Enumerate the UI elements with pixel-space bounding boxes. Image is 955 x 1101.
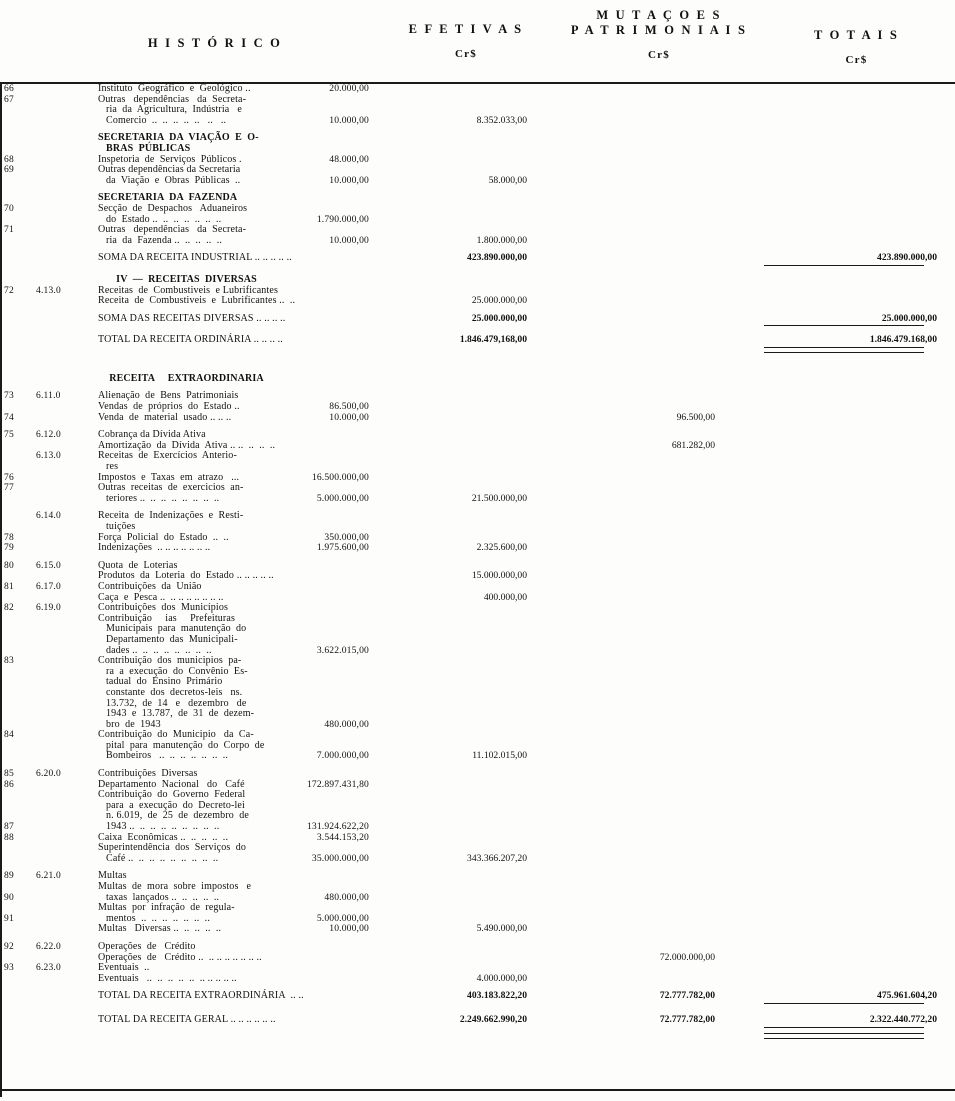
- table-row: [0, 924, 955, 935]
- row-spacer: [0, 360, 955, 367]
- row-description: RECEITA EXTRAORDINARIA: [109, 372, 264, 384]
- row-mutacoes-value: 681.282,00: [671, 439, 715, 451]
- row-mutacoes-value: 72.000.000,00: [659, 951, 715, 963]
- row-efetivas-value: 8.352.033,00: [476, 114, 527, 126]
- row-totais-value: 475.961.604,20: [877, 990, 937, 1002]
- row-description: Eventuais .. .. .. .. .. .. .. .. .. ..: [98, 972, 237, 984]
- row-description: Comercio .. .. .. .. .. .. ..: [106, 114, 227, 126]
- table-row: [0, 522, 955, 533]
- row-description: Contribuições Diversas: [98, 768, 198, 780]
- row-number: 80: [4, 560, 15, 571]
- row-description: Receita de Combustiveis e Lubrificantes .. ..: [98, 295, 296, 307]
- table-row: [0, 253, 955, 264]
- row-number: 70: [4, 203, 15, 214]
- row-number: 75: [4, 430, 15, 441]
- row-code: 4.13.0: [36, 285, 61, 296]
- row-description: pital para manutenção do Corpo de: [106, 739, 265, 751]
- row-code: 6.13.0: [36, 451, 61, 462]
- header-efetivas: [372, 22, 560, 60]
- row-detail-value: 10.000,00: [329, 174, 369, 186]
- row-efetivas-value: 21.500.000,00: [471, 492, 527, 504]
- row-detail-value: 1.790.000,00: [316, 213, 369, 225]
- row-number: 81: [4, 581, 15, 592]
- row-detail-value: 10.000,00: [329, 234, 369, 246]
- row-description: Multas por infração de regula-: [98, 902, 235, 914]
- row-efetivas-value: 4.000.000,00: [476, 972, 527, 984]
- row-code: 6.20.0: [36, 769, 61, 780]
- row-description: da Viação e Obras Públicas ..: [106, 174, 241, 186]
- row-description: n. 6.019, de 25 de dezembro de: [106, 810, 249, 822]
- row-number: 78: [4, 532, 15, 543]
- table-row: [0, 176, 955, 187]
- row-efetivas-value: 1.846.479,168,00: [459, 334, 527, 346]
- ledger-rows: [0, 84, 955, 1097]
- efetivas-total-rule: [764, 347, 924, 353]
- row-totais-value: 25.000.000,00: [881, 312, 937, 324]
- row-description: Receita de Indenizações e Resti-: [98, 510, 244, 522]
- row-description: Contribuição do Governo Federal: [98, 789, 246, 801]
- row-description: do Estado .. .. .. .. .. .. ..: [106, 213, 222, 225]
- table-row: [0, 335, 955, 346]
- row-description: Municipais para manutenção do: [106, 623, 247, 635]
- row-detail-value: 131.924.622,20: [306, 821, 369, 833]
- table-row: [0, 635, 955, 646]
- row-efetivas-value: 11.102.015,00: [472, 750, 527, 762]
- table-row: [0, 582, 955, 593]
- row-mutacoes-value: 96.500,00: [676, 411, 715, 423]
- row-description: ra a execução do Convênio Es-: [106, 665, 248, 677]
- table-row: [0, 688, 955, 699]
- row-efetivas-value: 2.325.600,00: [476, 542, 527, 554]
- row-description: TOTAL DA RECEITA ORDINÁRIA .. .. .. ..: [98, 334, 283, 346]
- table-row: [0, 751, 955, 762]
- row-description: Contribuição ias Prefeituras: [98, 612, 236, 624]
- row-description: Departamento Nacional do Café: [98, 778, 245, 790]
- row-mutacoes-value: 72.777.782,00: [659, 1013, 715, 1025]
- row-description: Caixa Econômicas .. .. .. .. ..: [98, 831, 229, 843]
- row-detail-value: 20.000,00: [329, 83, 369, 94]
- row-description: Inspetoria de Serviços Públicos .: [98, 153, 242, 165]
- table-body: [0, 84, 955, 1097]
- row-number: 67: [4, 94, 15, 105]
- header-historico: H I S T Ó R I C O: [147, 36, 283, 50]
- row-description: SECRETARIA DA VIAÇÃO E O-: [98, 132, 259, 144]
- row-efetivas-value: 400.000,00: [483, 591, 527, 603]
- row-number: 79: [4, 543, 15, 554]
- row-efetivas-value: 403.183.822,20: [467, 990, 527, 1002]
- row-description: Contribuição do Municipio da Ca-: [98, 729, 254, 741]
- row-detail-value: 172.897.431,80: [306, 778, 369, 790]
- row-detail-value: 350.000,00: [324, 531, 369, 543]
- header-totais: [758, 28, 955, 66]
- row-description: Superintendência dos Serviços do: [98, 842, 246, 854]
- row-description: Contribuições da União: [98, 580, 202, 592]
- row-detail-value: 10.000,00: [329, 114, 369, 126]
- row-description: dades .. .. .. .. .. .. .. ..: [106, 644, 212, 656]
- row-code: 6.19.0: [36, 603, 61, 614]
- row-description: constante dos decretos-leis ns.: [106, 686, 243, 698]
- row-number: 83: [4, 656, 15, 667]
- row-number: 86: [4, 779, 15, 790]
- row-number: 92: [4, 941, 15, 952]
- row-description: tadual do Ensino Primário: [106, 676, 223, 688]
- row-description: Multas Diversas .. .. .. .. ..: [98, 923, 222, 935]
- row-description: ria da Agricultura, Indústria e: [106, 104, 242, 116]
- row-description: tuições: [106, 521, 136, 532]
- row-number: 71: [4, 225, 15, 236]
- row-code: 6.11.0: [36, 391, 61, 402]
- row-description: Cobrança da Dívida Ativa: [98, 429, 206, 441]
- row-code: 6.12.0: [36, 430, 61, 441]
- row-number: 68: [4, 154, 15, 165]
- table-row: [0, 1015, 955, 1026]
- row-number: 73: [4, 391, 15, 402]
- row-description: Outras receitas de exercicios an-: [98, 482, 244, 494]
- row-description: Venda de material usado .. .. ..: [98, 411, 232, 423]
- row-description: Impostos e Taxas em atrazo ...: [98, 471, 240, 483]
- row-description: Multas: [98, 870, 127, 882]
- row-efetivas-value: 25.000.000,00: [471, 295, 527, 307]
- row-code: 6.22.0: [36, 941, 61, 952]
- row-description: Contribuições dos Municípios: [98, 602, 229, 614]
- row-number: 66: [4, 84, 15, 94]
- table-row: [0, 413, 955, 424]
- table-row: [0, 374, 955, 385]
- row-description: Indenizações .. .. .. .. .. .. ..: [98, 542, 211, 554]
- row-description: Operações de Crédito: [98, 940, 196, 952]
- row-detail-value: 10.000,00: [329, 923, 369, 935]
- row-description: mentos .. .. .. .. .. .. ..: [106, 912, 210, 924]
- row-totais-value: 2.322.440.772,20: [869, 1013, 937, 1025]
- row-detail-value: 10.000,00: [329, 411, 369, 423]
- row-description: Secção de Despachos Aduaneiros: [98, 202, 248, 214]
- row-description: 1943 e 13.787, de 31 de dezem-: [106, 708, 255, 720]
- table-row: [0, 974, 955, 985]
- row-description: 1943 .. .. .. .. .. .. .. .. ..: [106, 821, 220, 833]
- table-header: [0, 0, 955, 84]
- row-number: 85: [4, 769, 15, 780]
- table-row: [0, 991, 955, 1002]
- row-detail-value: 3.622.015,00: [316, 644, 369, 656]
- row-number: 89: [4, 871, 15, 882]
- row-description: Vendas de próprios do Estado ..: [98, 401, 240, 413]
- row-description: Eventuais ..: [98, 962, 150, 974]
- row-efetivas-value: 1.800.000,00: [476, 234, 527, 246]
- row-description: bro de 1943: [106, 718, 161, 730]
- row-description: Bombeiros .. .. .. .. .. .. ..: [106, 750, 229, 762]
- row-number: 84: [4, 730, 15, 741]
- row-detail-value: 480.000,00: [324, 891, 369, 903]
- row-number: 82: [4, 603, 15, 614]
- row-number: 90: [4, 892, 15, 903]
- table-row: [0, 451, 955, 462]
- row-description: TOTAL DA RECEITA EXTRAORDINÁRIA .. ..: [98, 990, 304, 1002]
- row-number: 88: [4, 832, 15, 843]
- row-number: 76: [4, 472, 15, 483]
- row-code: 6.15.0: [36, 560, 61, 571]
- table-row: [0, 296, 955, 307]
- row-efetivas-value: 5.490.000,00: [476, 923, 527, 935]
- row-detail-value: 5.000.000,00: [316, 912, 369, 924]
- row-efetivas-value: 58.000,00: [488, 174, 527, 186]
- table-row: [0, 511, 955, 522]
- row-number: 77: [4, 483, 15, 494]
- table-row: [0, 116, 955, 127]
- header-efetivas-label: E F E T I V A S: [408, 22, 524, 36]
- row-number: 93: [4, 963, 15, 974]
- efetivas-total-rule: [764, 265, 924, 266]
- row-detail-value: 35.000.000,00: [311, 852, 369, 864]
- row-detail-value: 3.544.153,20: [316, 831, 369, 843]
- row-description: Força Policial do Estado .. ..: [98, 531, 229, 543]
- row-description: Multas de mora sobre impostos e: [98, 881, 252, 892]
- row-description: Contribuição dos municipios pa-: [98, 655, 242, 667]
- row-description: res: [106, 461, 119, 473]
- row-description: Outras dependências da Secretaria: [98, 164, 241, 176]
- row-code: 6.17.0: [36, 581, 61, 592]
- efetivas-grand-total-rule: [764, 1033, 924, 1039]
- row-efetivas-value: 2.249.662.990,20: [459, 1013, 527, 1025]
- row-efetivas-value: 423.890.000,00: [467, 252, 527, 264]
- row-description: Produtos da Loteria do Estado .. .. .. .. ..: [98, 570, 274, 582]
- row-description: SOMA DAS RECEITAS DIVERSAS .. .. .. ..: [98, 312, 286, 324]
- row-description: teriores .. .. .. .. .. .. .. ..: [106, 492, 220, 504]
- table-row: [0, 275, 955, 286]
- efetivas-total-rule: [764, 325, 924, 326]
- row-detail-value: 480.000,00: [324, 718, 369, 730]
- row-code: 6.14.0: [36, 511, 61, 522]
- row-detail-value: 48.000,00: [329, 153, 369, 165]
- row-description: Operações de Crédito .. .. .. .. .. .. .. ..: [98, 951, 262, 963]
- row-code: 6.23.0: [36, 963, 61, 974]
- header-efetivas-currency: Cr$: [455, 48, 477, 60]
- row-description: IV — RECEITAS DIVERSAS: [116, 273, 257, 285]
- efetivas-total-rule: [764, 1003, 924, 1004]
- header-mutacoes-line2: P A T R I M O N I A I S: [570, 23, 748, 37]
- row-number: 74: [4, 412, 15, 423]
- row-description: Receitas de Exercícios Anterio-: [98, 450, 237, 462]
- row-number: 91: [4, 913, 15, 924]
- header-totais-label: T O T A I S: [813, 28, 899, 42]
- efetivas-total-rule: [764, 1027, 924, 1028]
- row-description: Outras dependências da Secreta-: [98, 93, 247, 105]
- row-detail-value: 16.500.000,00: [311, 471, 369, 483]
- row-totais-value: 423.890.000,00: [877, 252, 937, 264]
- row-code: 6.21.0: [36, 871, 61, 882]
- row-description: 13.732, de 14 e dezembro de: [106, 697, 247, 709]
- bottom-border: [0, 1089, 955, 1091]
- row-detail-value: 7.000.000,00: [316, 750, 369, 762]
- row-efetivas-value: 25.000.000,00: [471, 312, 527, 324]
- row-description: Café .. .. .. .. .. .. .. .. ..: [106, 852, 219, 864]
- row-detail-value: 86.500,00: [329, 401, 369, 413]
- row-number: 87: [4, 822, 15, 833]
- row-description: Alienação de Bens Patrimoniais: [98, 390, 239, 402]
- header-mutacoes-currency: Cr$: [648, 49, 670, 61]
- table-row: [0, 854, 955, 865]
- row-totais-value: 1.846.479.168,00: [869, 334, 937, 346]
- row-description: para a execução do Decreto-lei: [106, 799, 245, 811]
- row-description: ria da Fazenda .. .. .. .. ..: [106, 234, 223, 246]
- row-description: SECRETARIA DA FAZENDA: [98, 192, 238, 204]
- row-efetivas-value: 15.000.000,00: [471, 570, 527, 582]
- table-row: [0, 314, 955, 325]
- row-description: Receitas de Combustiveis e Lubrificantes: [98, 284, 279, 296]
- table-row: [0, 84, 955, 95]
- row-description: BRAS PÚBLICAS: [106, 142, 191, 154]
- row-description: Caça e Pesca .. .. .. .. .. .. .. ..: [98, 591, 224, 603]
- header-mutacoes-line1: M U T A Ç O E S: [596, 8, 722, 22]
- table-row: [0, 494, 955, 505]
- row-efetivas-value: 343.366.207,20: [467, 852, 527, 864]
- row-spacer: [0, 864, 955, 871]
- header-totais-currency: Cr$: [845, 54, 868, 66]
- row-detail-value: 1.975.600,00: [316, 542, 369, 554]
- table-row: [0, 942, 955, 953]
- header-mutacoes: [560, 8, 758, 61]
- row-number: 69: [4, 165, 15, 176]
- row-description: taxas lançados .. .. .. .. ..: [106, 891, 220, 903]
- table-row: [0, 543, 955, 554]
- table-row: [0, 882, 955, 893]
- row-description: Quota de Loterias: [98, 559, 178, 571]
- row-description: SOMA DA RECEITA INDUSTRIAL .. .. .. .. ..: [98, 252, 292, 264]
- row-detail-value: 5.000.000,00: [316, 492, 369, 504]
- row-mutacoes-value: 72.777.782,00: [659, 990, 715, 1002]
- table-row: [0, 204, 955, 215]
- table-row: [0, 236, 955, 247]
- row-description: Instituto Geográfico e Geológico ..: [98, 83, 251, 94]
- row-description: Outras dependências da Secreta-: [98, 224, 247, 236]
- row-number: 72: [4, 285, 15, 296]
- row-description: Departamento das Municipali-: [106, 633, 238, 645]
- row-description: TOTAL DA RECEITA GERAL .. .. .. .. .. ..: [98, 1013, 276, 1025]
- table-row: [0, 144, 955, 155]
- row-description: Amortização da Dívida Ativa .. .. .. .. ..: [98, 439, 276, 451]
